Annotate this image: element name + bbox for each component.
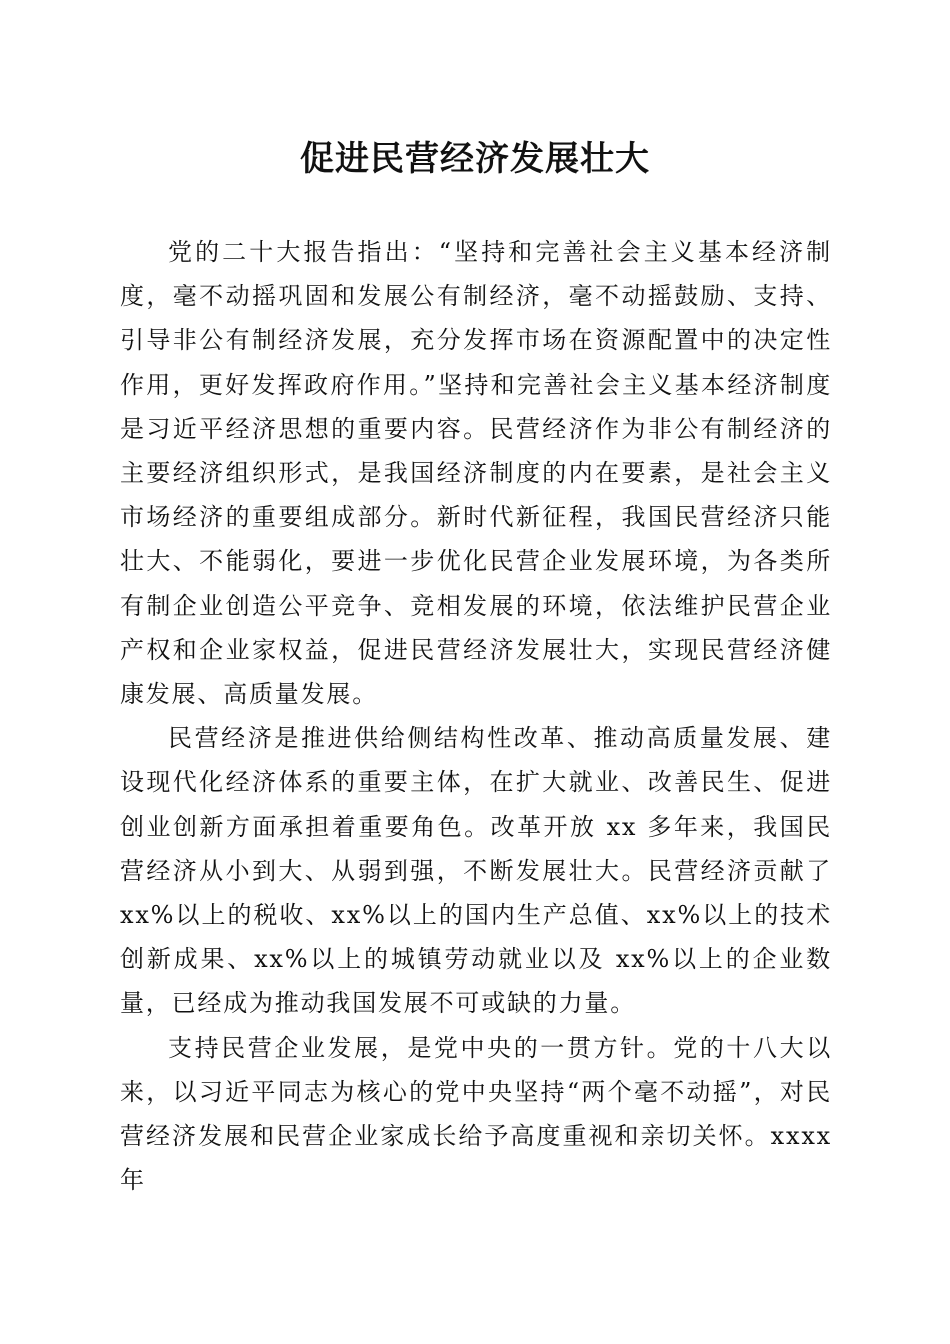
document-body [120,230,832,1202]
document-title: 促进民营经济发展壮大 [300,139,650,179]
paragraph-2: 民营经济是推进供给侧结构性改革、推动高质量发展、建设现代化经济体系的重要主体，在扩大就业、改善民生、促进创业创新方面承担着重要角色。改革开放 xx 多年来，我国民营经济从小到大、从弱到强，不断发展壮大。民营经济贡献了 xx%以上的税收、xx%以上的国内生产总值、xx%以上的技术创新成果、xx%以上的城镇劳动就业以及 xx%以上的企业数量，已经成为推动我国发展不可或缺的力量。 [120,724,832,1018]
paragraph-3: 支持民营企业发展，是党中央的一贯方针。党的十八大以来，以习近平同志为核心的党中央坚持“两个毫不动摇”，对民营经济发展和民营企业家成长给予高度重视和亲切关怀。xxxx 年 [120,1033,832,1195]
paragraph-1: 党的二十大报告指出：“坚持和完善社会主义基本经济制度，毫不动摇巩固和发展公有制经济，毫不动摇鼓励、支持、引导非公有制经济发展，充分发挥市场在资源配置中的决定性作用，更好发挥政府作用。”坚持和完善社会主义基本经济制度是习近平经济思想的重要内容。民营经济作为非公有制经济的主要经济组织形式，是我国经济制度的内在要素，是社会主义市场经济的重要组成部分。新时代新征程，我国民营经济只能壮大、不能弱化，要进一步优化民营企业发展环境，为各类所有制企业创造公平竞争、竞相发展的环境，依法维护民营企业产权和企业家权益，促进民营经济发展壮大，实现民营经济健康发展、高质量发展。 [120,238,832,709]
